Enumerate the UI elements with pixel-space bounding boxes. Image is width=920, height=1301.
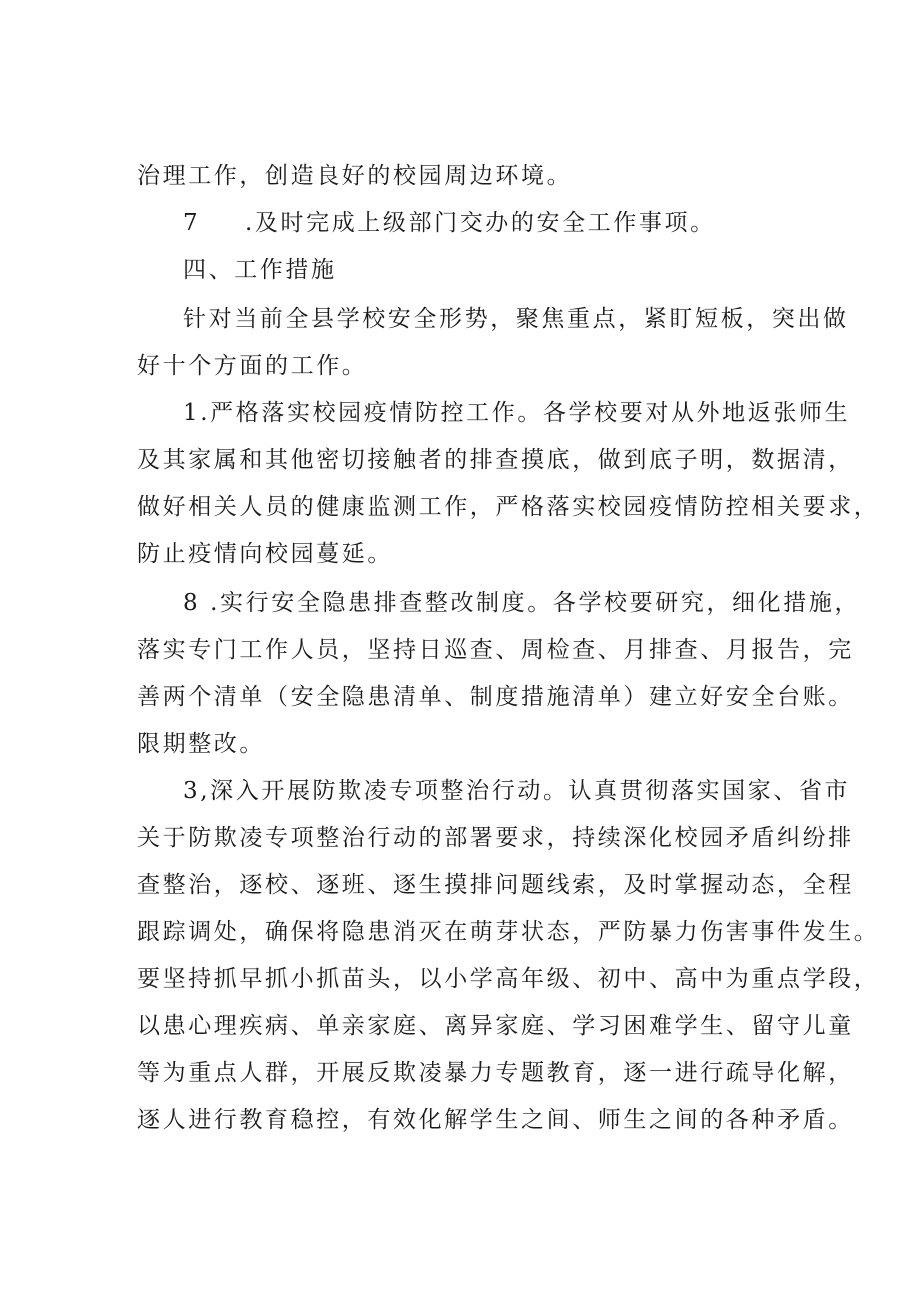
text-line-6: 1.严格落实校园疫情防控工作。各学校要对从外地返张师生	[183, 400, 851, 426]
text-line-15: 关于防欺凌专项整治行动的部署要求，持续深化校园矛盾纠纷排	[137, 825, 854, 851]
text-line-20: 等为重点人群，开展反欺凌暴力专题教育，逐一进行疏导化解，	[137, 1060, 854, 1086]
text-line-7: 及其家属和其他密切接触者的排查摸底，做到底子明，数据清，	[137, 447, 854, 473]
text-line-19: 以患心理疾病、单亲家庭、离异家庭、学习困难学生、留守儿童	[137, 1013, 854, 1039]
text-line-5: 好十个方面的工作。	[137, 353, 368, 379]
text-line-21: 逐人进行教育稳控，有效化解学生之间、师生之间的各种矛盾。	[137, 1107, 854, 1133]
list-number: 7	[183, 210, 201, 236]
text-line-9: 防止疫情向校园蔓延。	[137, 541, 393, 567]
section-heading: 四、工作措施	[183, 257, 337, 283]
text-line-2	[183, 208, 716, 238]
text-line-12: 善两个清单（安全隐患清单、制度措施清单）建立好安全台账。	[137, 684, 854, 710]
text-line-14: 3,深入开展防欺凌专项整治行动。认真贯彻落实国家、省市	[183, 778, 851, 804]
text-line-17: 跟踪调处，确保将隐患消灭在萌芽状态，严防暴力伤害事件发生。	[137, 919, 880, 945]
list-item-text: .及时完成上级部门交办的安全工作事项。	[245, 210, 716, 236]
text-line-10: 8 .实行安全隐患排查整改制度。各学校要研究，细化措施，	[183, 590, 861, 616]
text-line-8: 做好相关人员的健康监测工作，严格落实校园疫情防控相关要求，	[137, 494, 880, 520]
text-line-1: 治理工作，创造良好的校园周边环境。	[137, 163, 573, 189]
text-line-18: 要坚持抓早抓小抓苗头，以小学高年级、初中、高中为重点学段，	[137, 966, 880, 992]
text-line-4: 针对当前全县学校安全形势，聚焦重点，紧盯短板，突出做	[183, 306, 849, 332]
text-line-11: 落实专门工作人员，坚持日巡查、周检查、月排查、月报告，完	[137, 637, 854, 663]
text-line-13: 限期整改。	[137, 731, 265, 757]
text-line-16: 查整治，逐校、逐班、逐生摸排问题线索，及时掌握动态，全程	[137, 872, 854, 898]
